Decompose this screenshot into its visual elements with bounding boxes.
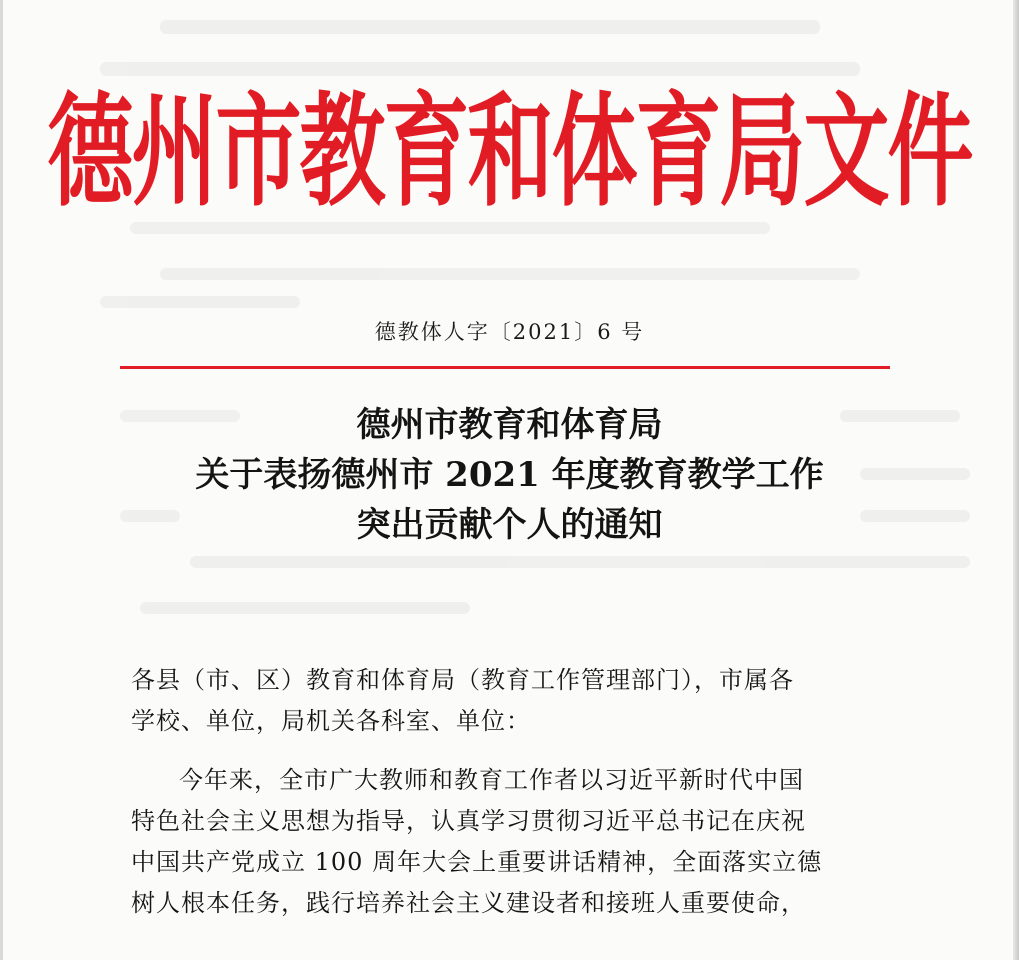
- red-divider-rule: [120, 366, 890, 369]
- salutation-line: 学校、单位，局机关各科室、单位：: [131, 707, 531, 735]
- title-line: 突出贡献个人的通知: [356, 505, 663, 545]
- salutation: [131, 660, 891, 742]
- body-line: 树人根本任务，践行培养社会主义建设者和接班人重要使命，: [131, 889, 806, 917]
- title-line: 关于表扬德州市 2021 年度教育教学工作: [195, 455, 824, 495]
- notice-title: [0, 400, 1019, 550]
- body-line: 特色社会主义思想为指导，认真学习贯彻习近平总书记在庆祝: [131, 807, 806, 835]
- document-number: 德教体人字〔2021〕6 号: [374, 320, 645, 344]
- title-line: 德州市教育和体育局: [356, 405, 663, 445]
- document-masthead: 德州市教育和体育局文件: [47, 82, 972, 225]
- salutation-line: 各县（市、区）教育和体育局（教育工作管理部门），市属各: [131, 666, 794, 694]
- body-line: 今年来，全市广大教师和教育工作者以习近平新时代中国: [179, 766, 804, 794]
- body-paragraph: [131, 760, 891, 924]
- body-line: 中国共产党成立 100 周年大会上重要讲话精神，全面落实立德: [131, 848, 823, 876]
